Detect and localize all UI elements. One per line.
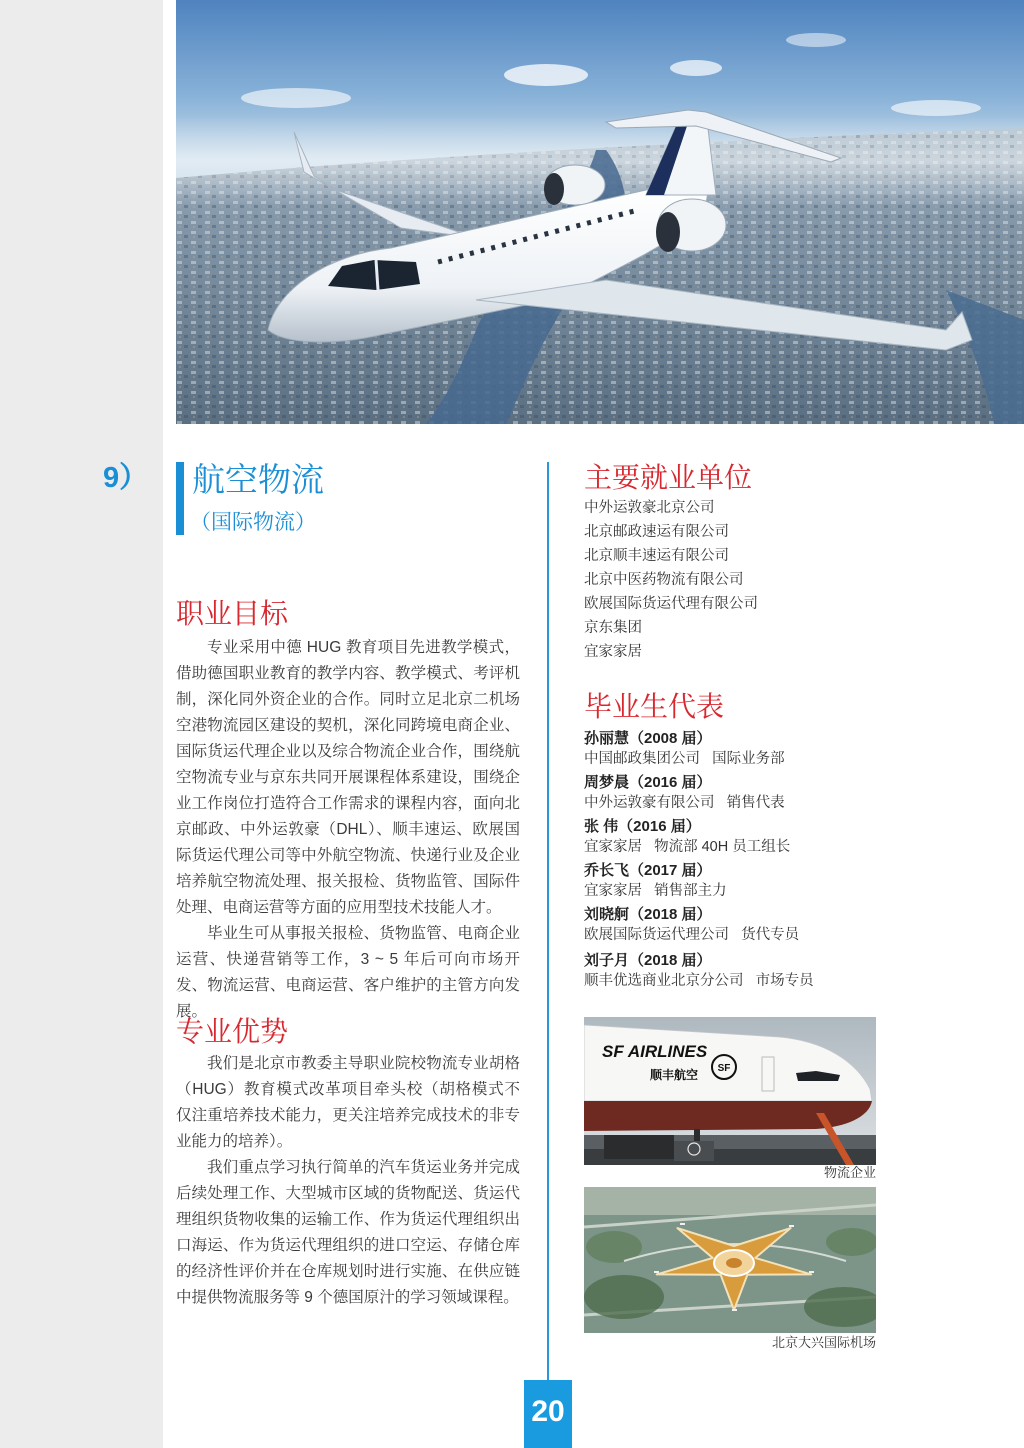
graduate-role: 宜家家居 物流部 40H 员工组长	[584, 839, 791, 855]
graduate-name: 张 伟（2016 届）	[584, 818, 701, 835]
list-item: 北京顺丰速运有限公司	[584, 548, 729, 564]
logistics-company-photo	[584, 1017, 876, 1165]
advantage-paragraph: 我们是北京市教委主导职业院校物流专业胡格（HUG）教育模式改革项目牵头校（胡格模式不仅注重培养技术能力，更关注培养完成技术的非专业能力的培养）。	[176, 1055, 520, 1150]
list-item: 北京邮政速运有限公司	[584, 524, 729, 540]
list-item: 中外运敦豪北京公司	[584, 500, 715, 516]
graduate-name: 乔长飞（2017 届）	[584, 862, 712, 879]
page-number: 20	[524, 1380, 572, 1448]
side-strip	[0, 0, 163, 1448]
list-item: 北京中医药物流有限公司	[584, 572, 744, 588]
graduate-entry	[584, 860, 884, 902]
jet-over-city-image	[176, 0, 1024, 424]
section-number: 9）	[103, 462, 149, 494]
graduate-name: 刘子月（2018 届）	[584, 952, 712, 969]
graduate-role: 欧展国际货运代理公司 货代专员	[584, 927, 800, 943]
sf-livery-cn-text: 顺丰航空	[650, 1068, 699, 1082]
title-accent-bar	[176, 462, 184, 535]
sf-logo-text: SF	[717, 1063, 731, 1074]
list-item: 宜家家居	[584, 644, 642, 660]
section-title: 航空物流	[192, 461, 324, 498]
employers-list	[584, 496, 876, 664]
graduate-entry	[584, 904, 884, 946]
career-goal-paragraph: 毕业生可从事报关报检、货物监管、电商企业运营、快递营销等工作，3 ~ 5 年后可向市场开发、物流运营、电商运营、客户维护的主管方向发展。	[176, 925, 520, 1020]
graduate-entry	[584, 950, 884, 992]
graduate-entry	[584, 772, 884, 814]
advantage-text	[176, 1051, 520, 1311]
photo-caption-logistics: 物流企业	[823, 1165, 876, 1180]
graduate-name: 周梦晨（2016 届）	[584, 774, 712, 791]
graduate-role: 中外运敦豪有限公司 销售代表	[584, 795, 785, 811]
career-goal-heading: 职业目标	[176, 598, 289, 629]
sf-airlines-plane-image	[584, 1017, 876, 1165]
graduates-list	[584, 728, 884, 994]
advantage-paragraph: 我们重点学习执行简单的汽车货运业务并完成后续处理工作、大型城市区域的货物配送、货运代理组织货物收集的运输工作、作为货运代理组织出口海运、作为货运代理组织的进口空运、存储仓库的经济性评价并在仓库规划时进行实施、在供应链中提供物流服务等 9 个德国原汁的学习领域课程。	[176, 1159, 520, 1306]
hero-photo	[176, 0, 1024, 424]
graduates-heading: 毕业生代表	[584, 691, 725, 722]
career-goal-text	[176, 635, 520, 1025]
employers-heading: 主要就业单位	[584, 462, 753, 493]
photo-caption-airport: 北京大兴国际机场	[771, 1335, 876, 1350]
list-item: 京东集团	[584, 620, 642, 636]
list-item: 欧展国际货运代理有限公司	[584, 596, 758, 612]
advantage-heading: 专业优势	[176, 1016, 289, 1047]
graduate-role: 宜家家居 销售部主力	[584, 883, 727, 899]
graduate-name: 孙丽慧（2008 届）	[584, 730, 712, 747]
graduate-entry	[584, 816, 884, 858]
column-divider	[547, 462, 549, 1380]
section-subtitle: （国际物流）	[190, 511, 316, 534]
airport-photo	[584, 1187, 876, 1333]
graduate-role: 中国邮政集团公司 国际业务部	[584, 751, 785, 767]
career-goal-paragraph: 专业采用中德 HUG 教育项目先进教学模式，借助德国职业教育的教学内容、教学模式、考评机制，深化同外资企业的合作。同时立足北京二机场空港物流园区建设的契机，深化同跨境电商企业、国际货运代理企业以及综合物流企业合作，围绕航空物流专业与京东共同开展课程体系建设，围绕企业工作岗位打造符合工作需求的课程内容，面向北京邮政、中外运敦豪（DHL）、顺丰速运、欧展国际货运代理公司等中外航空物流、快递行业及企业培养航空物流处理、报关报检、货物监管、国际件处理、电商运营等方面的应用型技术技能人才。	[176, 639, 520, 916]
graduate-entry	[584, 728, 884, 770]
graduate-name: 刘晓舸（2018 届）	[584, 906, 712, 923]
graduate-role: 顺丰优选商业北京分公司 市场专员	[584, 973, 814, 989]
daxing-airport-aerial-image	[584, 1187, 876, 1333]
sf-livery-text: SF AIRLINES	[602, 1042, 708, 1061]
